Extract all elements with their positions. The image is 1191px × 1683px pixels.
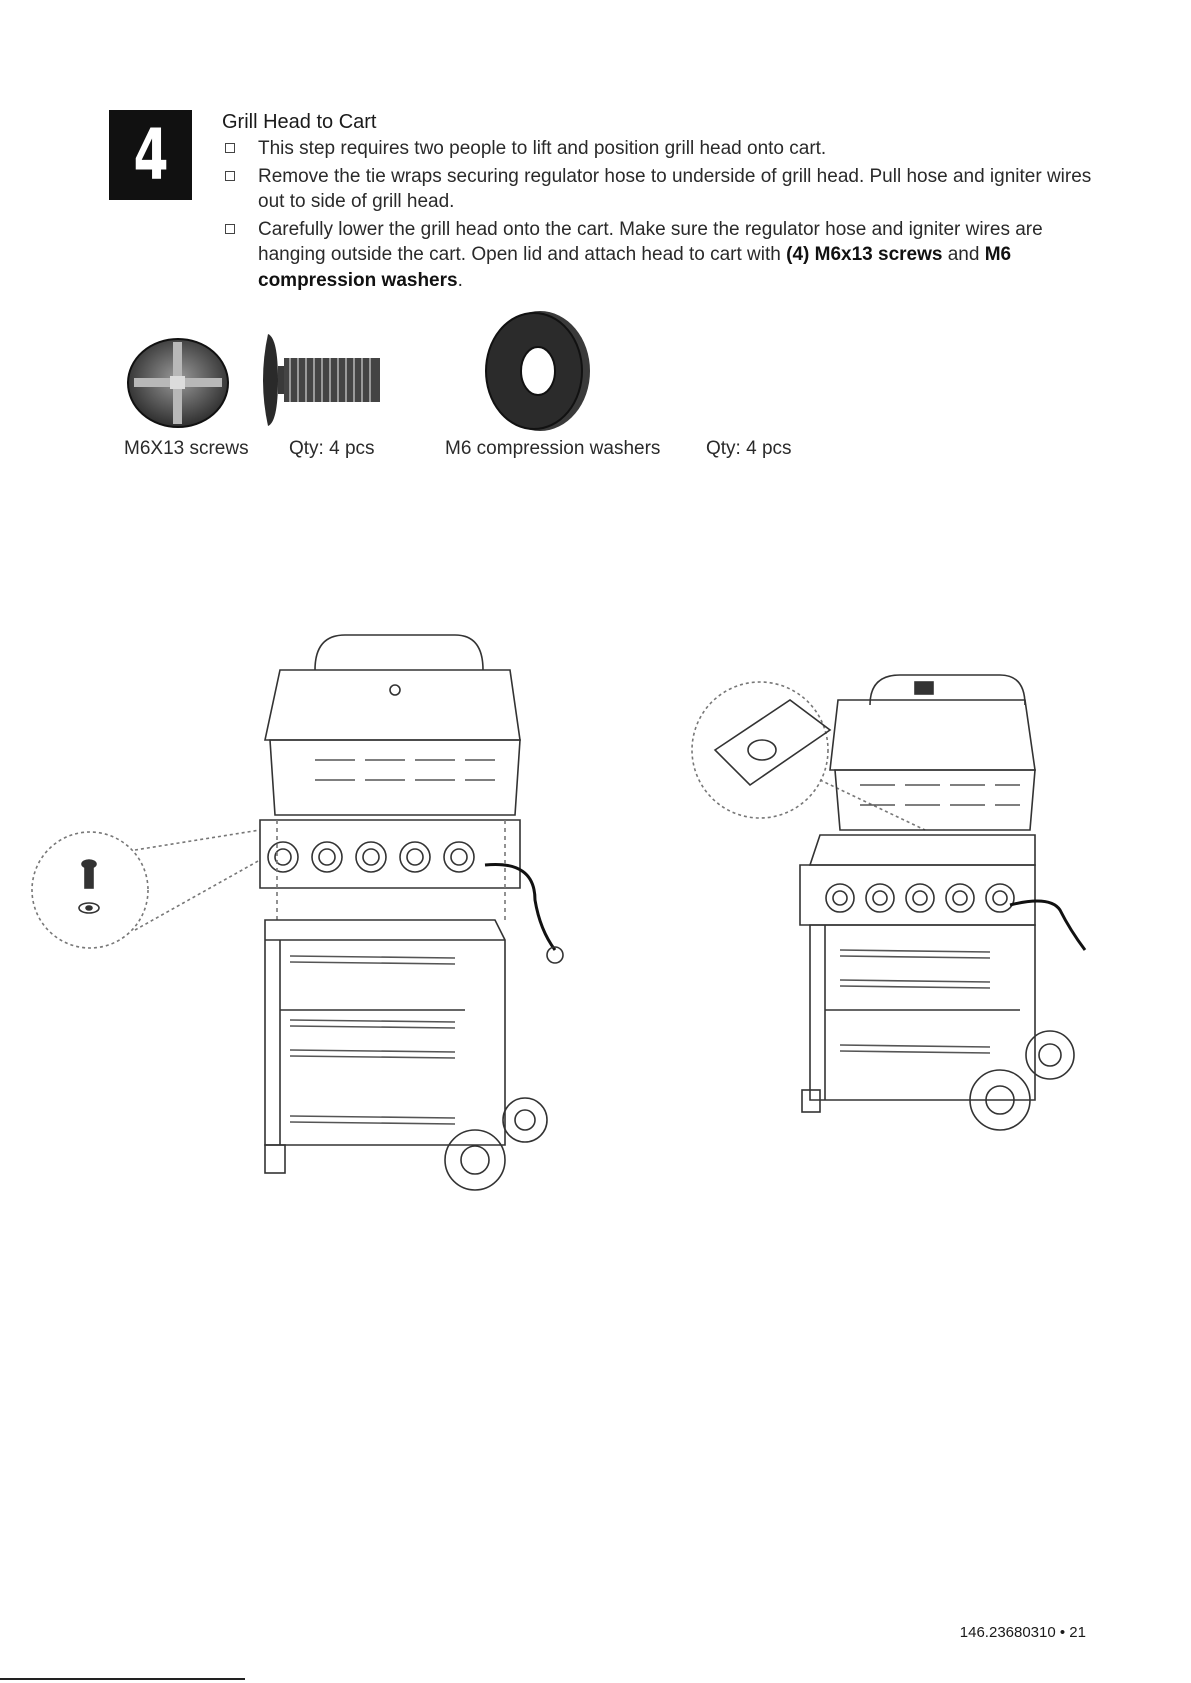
screw-callout: (4) M6x13 screws xyxy=(786,244,943,265)
bottom-rule xyxy=(0,1678,245,1680)
grill-head-attached-illustration xyxy=(690,660,1140,1180)
checkbox-bullet-icon xyxy=(225,224,235,234)
compression-washer-icon xyxy=(482,305,594,435)
part-qty-washers: Qty: 4 pcs xyxy=(706,438,792,459)
washer-callout: M6 compression washers xyxy=(258,244,1012,291)
step-title: Grill Head to Cart xyxy=(222,111,377,133)
instruction-list xyxy=(222,136,1102,295)
part-name-screws: M6X13 screws xyxy=(124,438,249,459)
screw-side-icon xyxy=(254,330,384,430)
step-number-badge: 4 xyxy=(109,110,192,200)
instruction-item: Remove the tie wraps securing regulator hose to underside of grill head. Pull hose and igniter wires out to side of grill head. xyxy=(222,164,1102,215)
checkbox-bullet-icon xyxy=(225,143,235,153)
page-code: 146.23680310 • 21 xyxy=(959,1624,1086,1641)
part-qty-screws: Qty: 4 pcs xyxy=(289,438,375,459)
instruction-item: Carefully lower the grill head onto the cart. Make sure the regulator hose and igniter wires are hanging outside the cart. Open lid and attach head to cart with (4) M6x13 screws and M6 compression washers. xyxy=(222,217,1102,294)
checkbox-bullet-icon xyxy=(225,171,235,181)
part-name-washers: M6 compression washers xyxy=(445,438,661,459)
grill-head-lowering-illustration xyxy=(15,620,575,1200)
screw-head-icon xyxy=(124,336,232,430)
instruction-item: This step requires two people to lift and position grill head onto cart. xyxy=(222,136,1102,162)
